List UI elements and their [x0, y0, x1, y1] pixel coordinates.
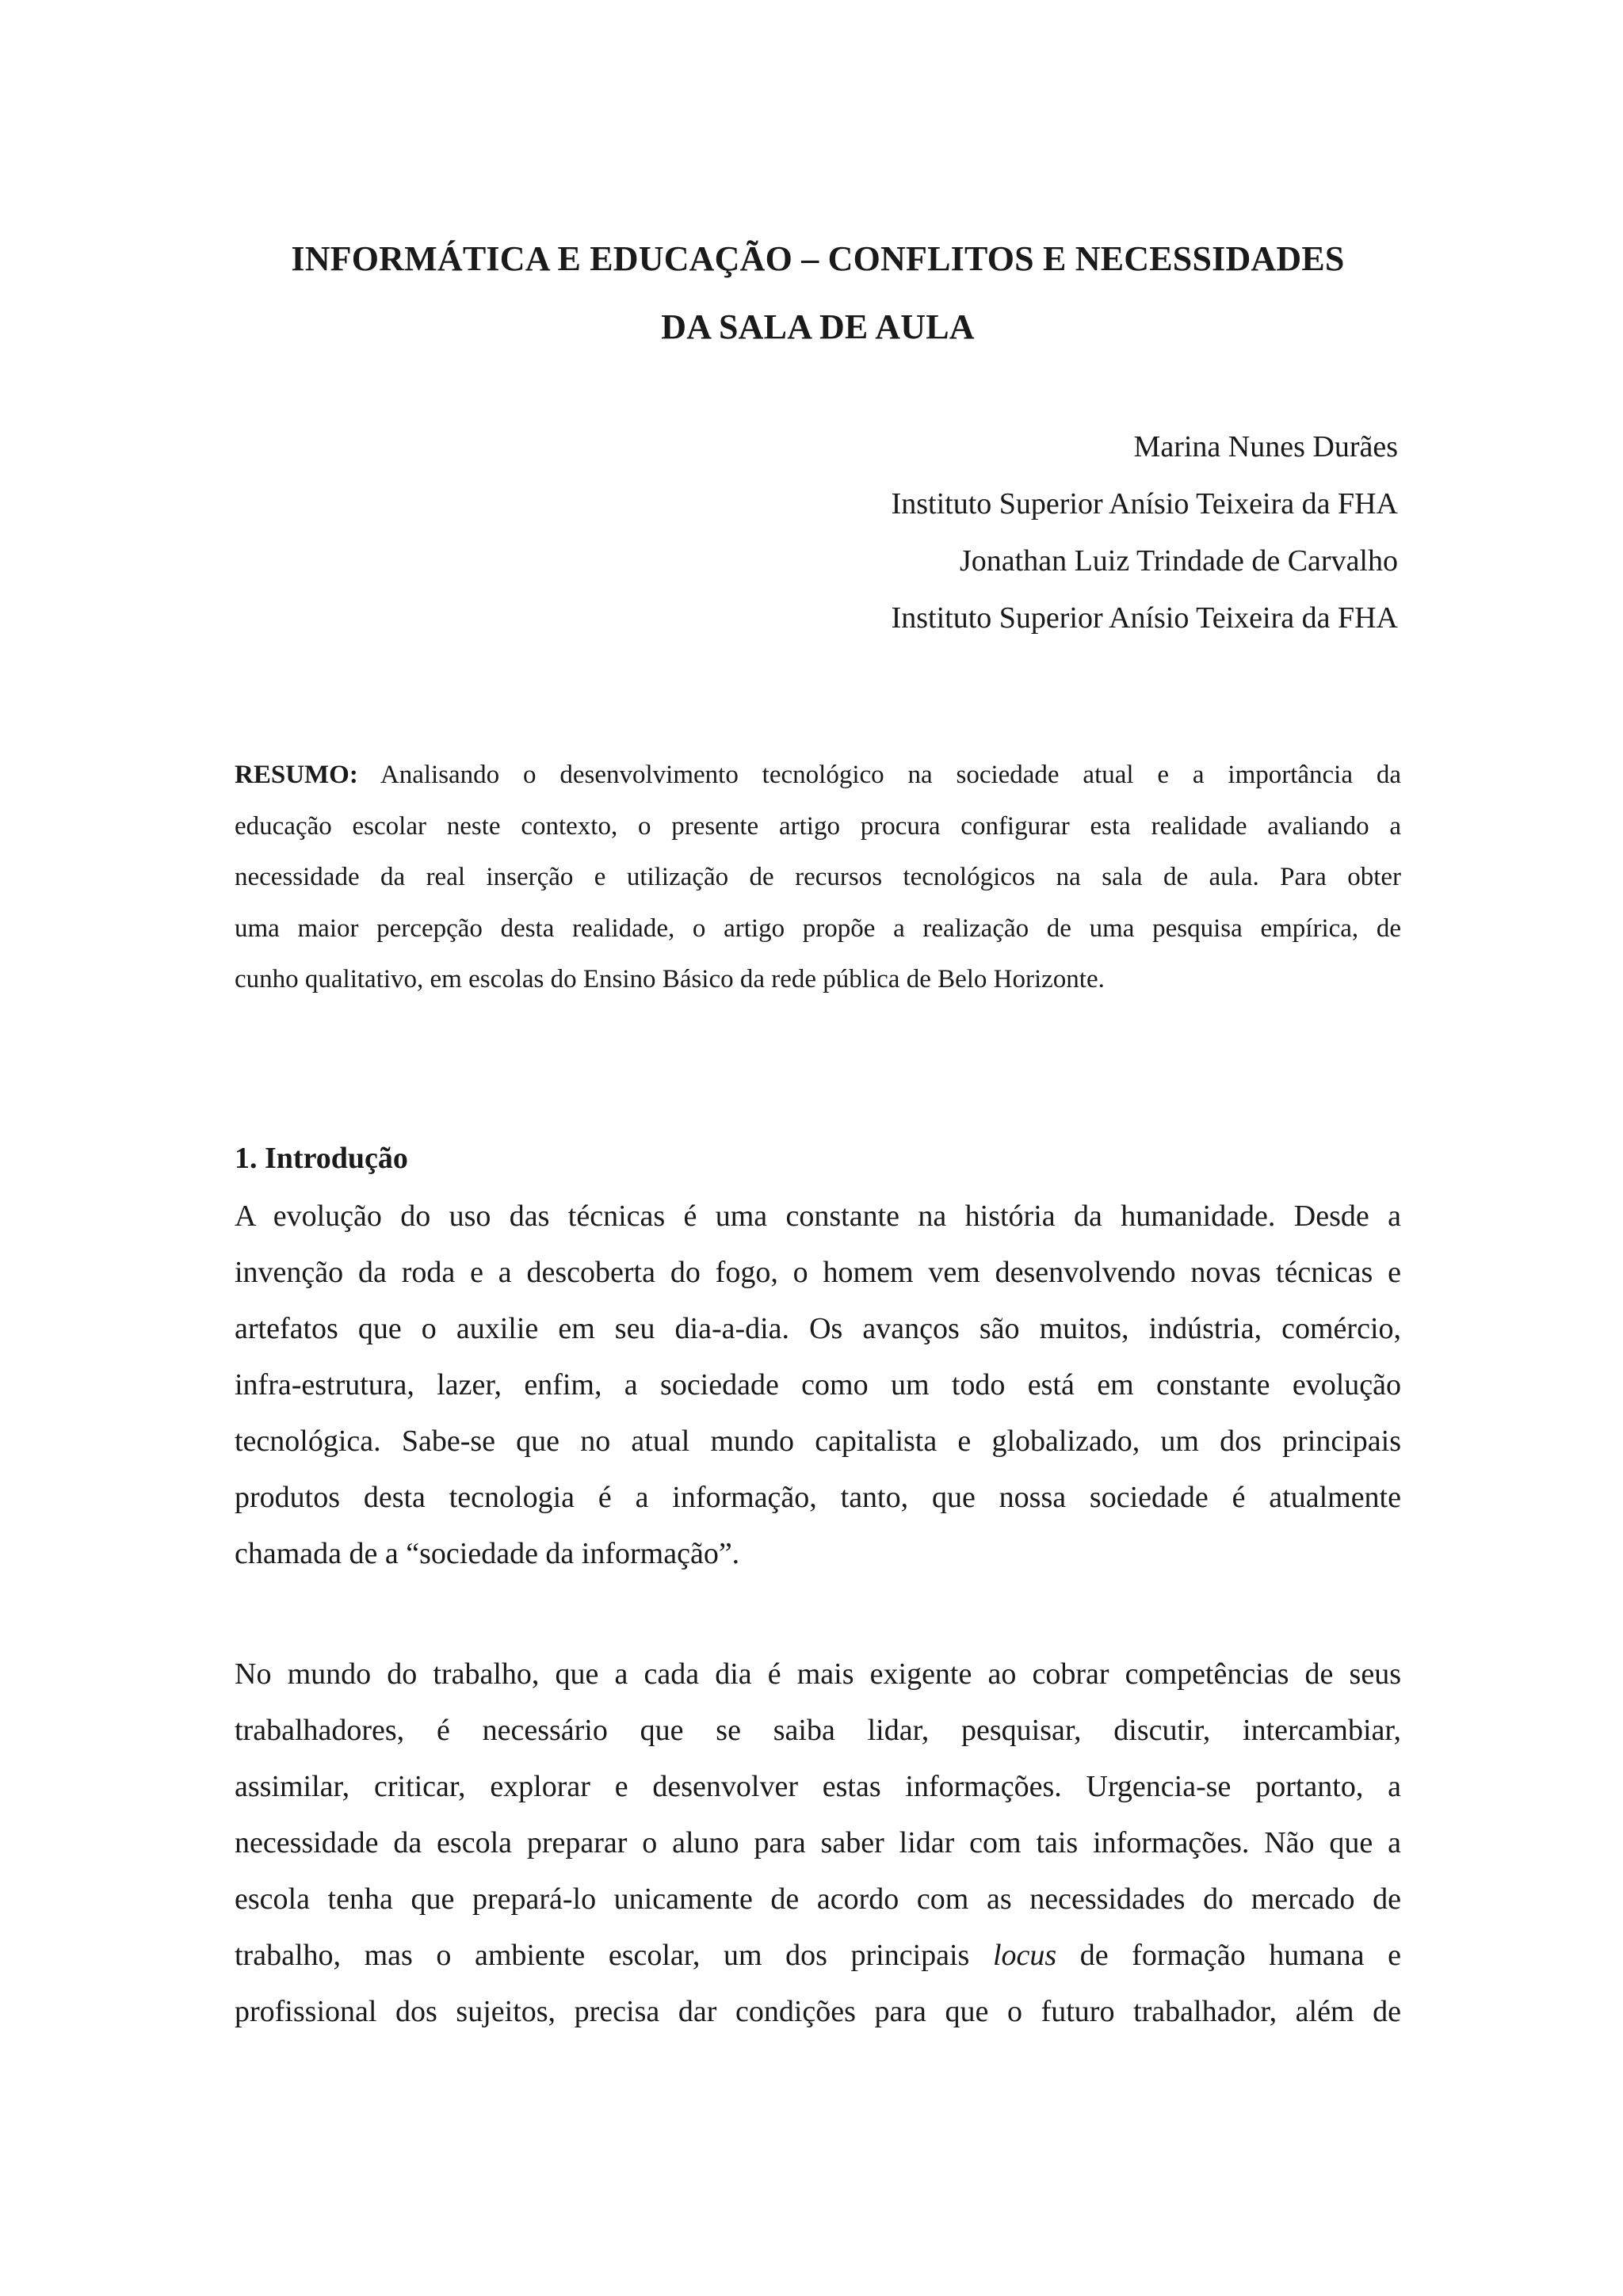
- abstract-line-3: necessidade da real inserção e utilização de recursos tecnológicos na sala de aula. Para obter: [235, 863, 1401, 891]
- abstract-line-4: uma maior percepção desta realidade, o artigo propõe a realização de uma pesquisa empírica, de: [235, 913, 1401, 943]
- p2-line-3: assimilar, criticar, explorar e desenvolver estas informações. Urgencia-se portanto, a: [235, 1770, 1401, 1803]
- title-line-1: INFORMÁTICA E EDUCAÇÃO – CONFLITOS E NECESSIDADES: [291, 239, 1345, 278]
- abstract: [235, 749, 1401, 1005]
- p2-line-5: escola tenha que prepará-lo unicamente de acordo com as necessidades do mercado de: [235, 1882, 1401, 1916]
- p1-line-2: invenção da roda e a descoberta do fogo, o homem vem desenvolvendo novas técnicas e: [235, 1256, 1401, 1289]
- p1-line-7: chamada de a “sociedade da informação”.: [235, 1537, 740, 1570]
- p2-line-2: trabalhadores, é necessário que se saiba lidar, pesquisar, discutir, intercambiar,: [235, 1714, 1401, 1747]
- italic-term: locus: [992, 1939, 1057, 1972]
- p1-line-3: artefatos que o auxilie em seu dia-a-dia. Os avanços são muitos, indústria, comércio,: [235, 1312, 1401, 1345]
- intro-paragraph-2: [235, 1646, 1401, 2040]
- abstract-line-5: cunho qualitativo, em escolas do Ensino Básico da rede pública de Belo Horizonte.: [235, 965, 1105, 994]
- paper-title: [235, 225, 1401, 361]
- author-affiliation-1: Instituto Superior Anísio Teixeira da FHA: [891, 487, 1398, 521]
- p2-line-6-start: trabalho, mas o ambiente escolar, um dos principais: [235, 1939, 993, 1972]
- p1-line-1: A evolução do uso das técnicas é uma constante na história da humanidade. Desde a: [235, 1199, 1401, 1233]
- p2-line-6-end: de formação humana e: [1056, 1939, 1401, 1972]
- intro-paragraph-1: [235, 1188, 1401, 1582]
- author-block: [892, 418, 1398, 646]
- abstract-label: RESUMO:: [235, 761, 358, 789]
- p1-line-4: infra-estrutura, lazer, enfim, a sociedade como um todo está em constante evolução: [235, 1368, 1401, 1402]
- abstract-line-2: educação escolar neste contexto, o presente artigo procura configurar esta realidade avaliando a: [235, 811, 1401, 841]
- p2-line-1: No mundo do trabalho, que a cada dia é mais exigente ao cobrar competências de seus: [235, 1657, 1401, 1691]
- p2-line-4: necessidade da escola preparar o aluno para saber lidar com tais informações. Não que a: [235, 1826, 1401, 1859]
- author-affiliation-2: Instituto Superior Anísio Teixeira da FHA: [891, 601, 1398, 635]
- title-line-2: DA SALA DE AULA: [661, 307, 975, 346]
- section-heading: 1. Introdução: [235, 1142, 408, 1175]
- abstract-text-1: Analisando o desenvolvimento tecnológico na sociedade atual e a importância da: [357, 761, 1401, 789]
- p1-line-5: tecnológica. Sabe-se que no atual mundo capitalista e globalizado, um dos principais: [235, 1425, 1401, 1458]
- p2-line-6: [235, 1928, 1401, 1984]
- author-name-2: Jonathan Luiz Trindade de Carvalho: [959, 544, 1398, 578]
- abstract-line-1: [235, 749, 1401, 801]
- p2-line-7: profissional dos sujeitos, precisa dar condições para que o futuro trabalhador, além de: [235, 1995, 1401, 2028]
- p1-line-6: produtos desta tecnologia é a informação, tanto, que nossa sociedade é atualmente: [235, 1481, 1401, 1514]
- author-name-1: Marina Nunes Durães: [1133, 430, 1398, 463]
